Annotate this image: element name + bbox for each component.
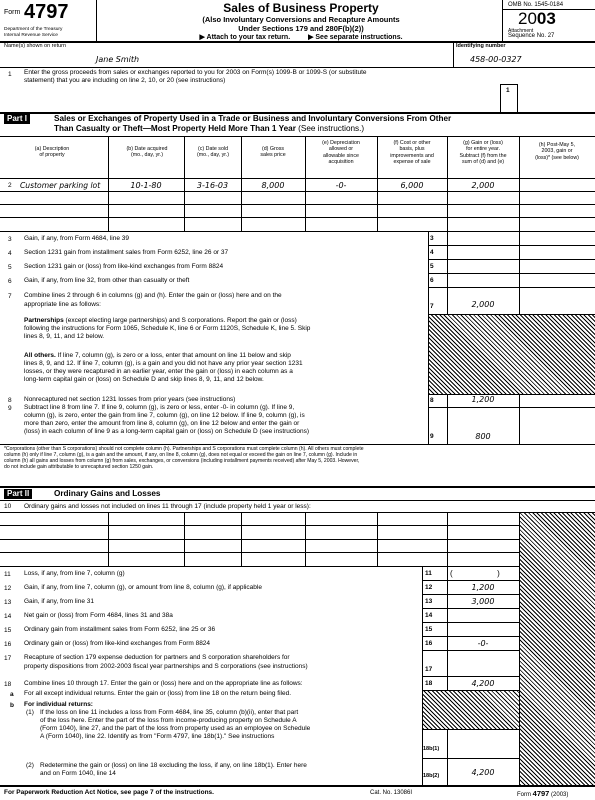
footer-form-word: Form [517,792,531,798]
line8-text: Nonrecaptured net section 1231 losses from prior years (see instructions) [24,396,236,403]
line12-value[interactable]: 1,200 [471,583,495,592]
partnerships-text [24,317,424,325]
line9-box: 9 [430,433,434,440]
omb-number: OMB No. 1545-0184 [508,2,564,8]
partnerships-text3: lines 8, 9, 11, and 12 below. [24,333,105,340]
col-h-header: (h) Post-May 5, 2003, gain or (loss)* (see below) [535,142,579,161]
line17-text2: property dispositions from 2002-2003 fiscal year partnerships and S corporations (see instructions) [24,663,308,670]
tax-year-prefix: 20 [518,9,537,28]
all-others-lead: All others. [24,352,56,359]
line10-num: 10 [4,503,12,510]
footer-form-id [517,789,568,798]
line13-box: 13 [425,598,433,605]
line4-text: Section 1231 gain from installment sales from Form 6252, line 26 or 37 [24,249,229,256]
footnote-line1: *Corporations (other than S corporations) should not complete column (h). Partnerships and S corporations must complete column (h). All others must complete [4,446,364,452]
line1-text1: Enter the gross proceeds from sales or exchanges reported to you for 2003 on Form(s) 1099-B or 1099-S (or substitute [24,69,367,76]
line17-box: 17 [425,666,433,673]
line6-box: 6 [430,277,434,284]
col-g-header: (g) Gain or (loss) for entire year. Subtract (f) from the sum of (d) and (e) [459,140,507,165]
line8-box: 8 [430,397,434,404]
line15-num: 15 [4,627,12,634]
all-others-text2: lines 8, 9, and 12. If line 7, column (g), is a gain and you did not have any prior year section 1231 [24,360,303,367]
partnerships-text2: following the instructions for Form 1065, Schedule K, line 6 or Form 1120S, Schedule K, line 5. Skip [24,325,311,332]
all-others-text3: losses, or they were recaptured in an earlier year, enter the gain or (loss) in each column as a [24,368,293,375]
line18b1-text1: If the loss on line 11 includes a loss from Form 4684, line 35, column (b)(ii), enter that part [40,709,299,716]
col-f-header: (f) Cost or other basis, plus improvements and expense of sale [390,140,434,165]
line3-num: 3 [8,236,12,243]
line11-num: 11 [4,571,11,578]
part1-title2-main: Than Casualty or Theft—Most Property Held More Than 1 Year [54,124,296,133]
col-b-header: (b) Date acquired (mo., day, yr.) [126,146,168,159]
name-label: Name(s) shown on return [4,43,67,49]
line17-num: 17 [4,655,12,662]
line13-num: 13 [4,599,12,606]
footer-year: (2003) [551,792,569,798]
catalog-number: Cat. No. 13086I [370,790,413,796]
row2-date-sold[interactable]: 3-16-03 [196,181,229,190]
row2-description[interactable]: Customer parking lot [20,181,101,190]
part2-label: Part II [4,489,32,499]
line6-num: 6 [8,278,12,285]
footnote-line4: do not include gain attributable to unrecaptured section 1250 gain. [4,464,154,470]
line18b-text: For individual returns: [24,701,93,708]
form-subtitle2: Under Sections 179 and 280F(b)(2)) [238,24,364,33]
col-a-header: (a) Description of property [34,146,70,159]
form-number: 4797 [24,1,69,23]
sequence-number: Sequence No. 27 [508,33,555,39]
line3-text: Gain, if any, from Form 4684, line 39 [24,235,130,242]
part1-title2-suffix: (See instructions.) [298,124,365,133]
identifying-number[interactable]: 458-00-0327 [470,55,522,64]
line13-value[interactable]: 3,000 [471,597,495,606]
line4-box: 4 [430,249,434,256]
line18b2-value[interactable]: 4,200 [471,768,495,777]
line15-box: 15 [425,626,433,633]
line12-num: 12 [4,585,12,592]
id-label: Identifying number [456,43,506,49]
all-others-text4: long-term capital gain or (loss) on Schedule D and skip lines 8, 9, 11, and 12 below. [24,376,264,383]
line13-text: Gain, if any, from line 31 [24,598,94,605]
all-others-text [24,352,424,360]
col-c-header: (c) Date sold (mo., day, yr.) [197,146,229,159]
line1-box: 1 [506,87,510,94]
line18-box: 18 [425,680,433,687]
line2-num: 2 [8,182,12,189]
row2-gross-sales[interactable]: 8,000 [261,181,285,190]
line18a-text: For all except individual returns. Enter the gain or (loss) from line 18 on the return being filed. [24,690,291,697]
footnote-line3: column (h) all gains and losses from column (g) from sales, exchanges, or conversions (including installment payments received) after May 5, 2003. However, [4,458,360,464]
line7-text1: Combine lines 2 through 6 in columns (g) and (h). Enter the gain or (loss) here and on the [24,292,282,299]
row2-gain[interactable]: 2,000 [471,181,495,190]
part1-label: Part I [4,114,30,124]
line18b1-text2: of the loss here. Enter the part of the loss from income-producing property on Schedule A [40,717,297,724]
part1-title1: Sales or Exchanges of Property Used in a Trade or Business and Involuntary Conversions From Other [54,114,452,123]
line8-value[interactable]: 1,200 [471,395,495,404]
line8-num: 8 [8,397,12,404]
line11-text: Loss, if any, from line 7, column (g) [24,570,125,577]
line12-text: Gain, if any, from line 7, column (g), or amount from line 8, column (g), if applicable [24,584,262,591]
line14-num: 14 [4,613,12,620]
line18b1-text3: (Form 1040), line 27, and the part of the loss from property used as an employee on Schedule [40,725,311,732]
form-subtitle1: (Also Involuntary Conversions and Recapture Amounts [202,15,400,24]
line11-box: 11 [425,570,432,577]
line14-box: 14 [425,612,433,619]
see-instructions: ▶ See separate instructions. [308,34,403,41]
line1-amount[interactable] [518,85,592,110]
line6-text: Gain, if any, from line 32, from other than casualty or theft [24,277,190,284]
taxpayer-name[interactable]: Jane Smith [96,55,140,64]
line9-text2: column (g), is zero, enter the gain from line 7, column (g), on line 12 below. If line 9, column (g), is [24,412,305,419]
line5-text: Section 1231 gain or (loss) from like-kind exchanges from Form 8824 [24,263,224,270]
form-word: Form [4,9,21,16]
row2-depreciation[interactable]: -0- [335,181,347,190]
line9-value[interactable]: 800 [475,432,491,441]
part2-title: Ordinary Gains and Losses [54,489,161,498]
footnote-line2: column (h) only if line 7, column (g), is a gain and the amount, if any, on line 8, column (g), does not equal or exceed the gain on line 7, column (g). Include in [4,452,358,458]
line9-text3: more than zero, enter the amount from line 8, column (g), on line 12 below and enter the gain or [24,420,300,427]
line1-num: 1 [8,71,12,78]
line11-value[interactable]: ( ) [450,569,500,578]
row2-date-acquired[interactable]: 10-1-80 [130,181,162,190]
tax-year-suffix: 03 [536,9,556,28]
line12-box: 12 [425,584,433,591]
line18b2-num: (2) [26,762,34,769]
line18b2-text1: Redetermine the gain or (loss) on line 18 excluding the loss, if any, on line 18b(1). Enter here [40,762,307,769]
attach-instruction: ▶ Attach to your tax return. [199,34,291,41]
line16-num: 16 [4,641,12,648]
line15-text: Ordinary gain from installment sales from Form 6252, line 25 or 36 [24,626,216,633]
line3-box: 3 [430,235,434,242]
partnerships-text1: (except electing large partnerships) and S corporations. Report the gain or (loss) [63,317,297,324]
line18-num: 18 [4,681,12,688]
line14-text: Net gain or (loss) from Form 4684, lines 31 and 38a [24,612,173,619]
tax-year [518,10,556,28]
col-e-header: (e) Depreciation allowed or allowable since acquisition [322,140,360,165]
dept-line2: Internal Revenue Service [4,33,58,38]
line1-text2: statement) that you are including on line 2, 10, or 20 (see instructions) [24,77,226,84]
line18b1-text4: A (Form 1040), line 22. Identify as from "Form 4797, line 18b(1)." See instructions [40,733,275,740]
part1-title2 [54,124,364,134]
line16-text: Ordinary gain or (loss) from like-kind exchanges from Form 8824 [24,640,211,647]
partnerships-lead: Partnerships [24,317,64,324]
line18b2-text2: and on Form 1040, line 14 [40,770,116,777]
line18-value[interactable]: 4,200 [471,679,495,688]
footer-form-number: 4797 [532,789,550,798]
line9-text4: (loss) in each column of line 9 as a long-term capital gain or (loss) on Schedule D (see instructions) [24,428,310,435]
line9-text1: Subtract line 8 from line 7. If line 9, column (g), is zero or less, enter -0- in column (g). If line 9, [24,404,295,411]
line5-num: 5 [8,264,12,271]
form-title: Sales of Business Property [223,1,379,15]
line16-value[interactable]: -0- [477,639,489,648]
line18a-num: a [10,691,14,698]
attachment-label: Attachment [508,28,534,34]
line18-text: Combine lines 10 through 17. Enter the gain or (loss) here and on the appropriate line as follows: [24,680,303,687]
all-others-text1: If line 7, column (g), is zero or a loss, enter that amount on line 11 below and skip [55,352,291,359]
line18b2-box: 18b(2) [423,773,440,779]
line7-text2: appropriate line as follows: [24,301,101,308]
line9-num: 9 [8,405,12,412]
line16-box: 16 [425,640,433,647]
paperwork-notice: For Paperwork Reduction Act Notice, see page 7 of the instructions. [4,789,214,796]
line18b1-num: (1) [26,709,34,716]
line7-num: 7 [8,293,12,300]
line7-gain[interactable]: 2,000 [471,300,495,309]
line18b-num: b [10,702,14,709]
line4-num: 4 [8,250,12,257]
dept-line1: Department of the Treasury [4,27,63,32]
line17-text1: Recapture of section 179 expense deduction for partners and S corporation shareholders for [24,654,290,661]
line7-box: 7 [430,303,434,310]
row2-cost-basis[interactable]: 6,000 [400,181,424,190]
line10-text: Ordinary gains and losses not included on lines 11 through 17 (include property held 1 year or less): [24,503,311,510]
line5-box: 5 [430,263,434,270]
col-d-header: (d) Gross sales price [260,146,286,159]
line18b1-box: 18b(1) [423,746,440,752]
